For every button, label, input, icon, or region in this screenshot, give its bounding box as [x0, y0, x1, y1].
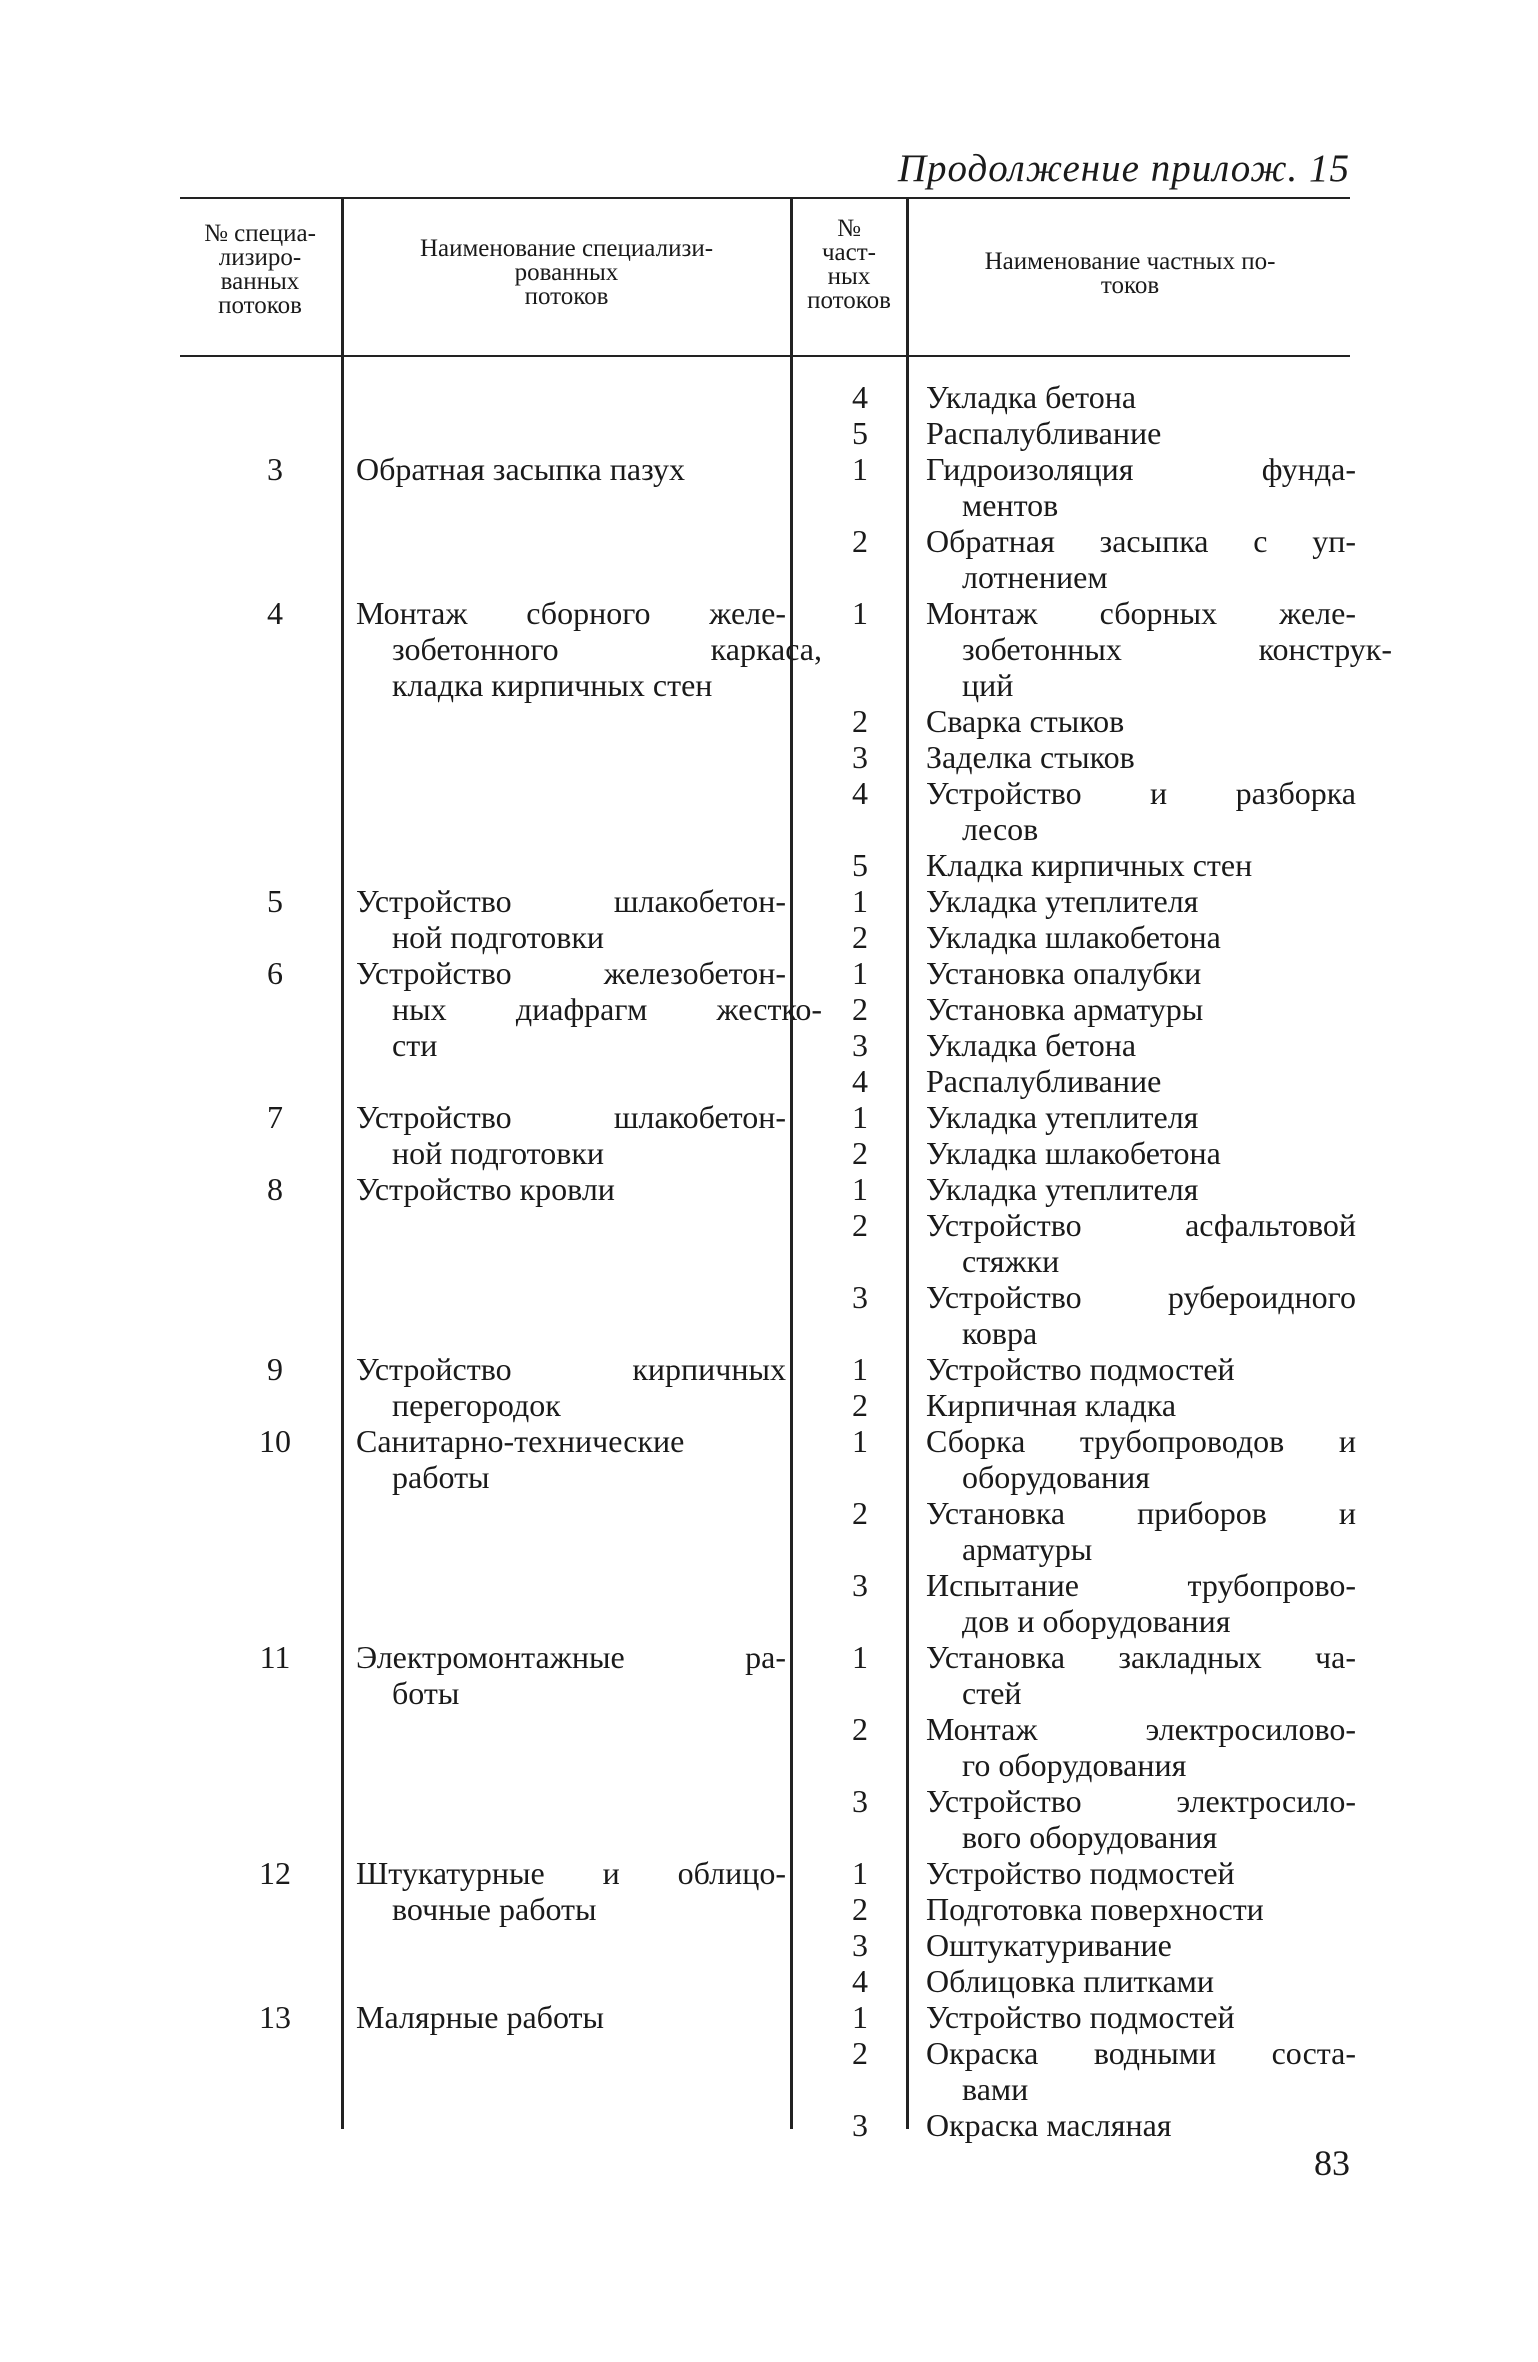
partial-stream-name: Кирпичная кладка — [926, 1387, 1177, 1423]
partial-stream-name: Распалубливание — [926, 415, 1162, 451]
header-col-partial-number — [792, 217, 906, 313]
partial-stream-name: Обратная засыпка с уп- — [926, 523, 1356, 559]
partial-stream-number: 3 — [852, 1783, 868, 1819]
partial-stream-number: 2 — [852, 2035, 868, 2071]
partial-stream-name: лотнением — [962, 559, 1108, 595]
partial-stream-name: Сварка стыков — [926, 703, 1125, 739]
partial-stream-name: Устройство подмостей — [926, 1351, 1235, 1387]
partial-stream-number: 1 — [852, 1351, 868, 1387]
specialized-stream-name: Устройство железобетон- — [356, 955, 786, 991]
specialized-stream-name: Малярные работы — [356, 1999, 604, 2035]
partial-stream-name: Окраска масляная — [926, 2107, 1172, 2143]
specialized-stream-name: боты — [392, 1675, 460, 1711]
partial-stream-name: стей — [962, 1675, 1022, 1711]
partial-stream-name: стяжки — [962, 1243, 1060, 1279]
page-caption: Продолжение прилож. 15 — [897, 147, 1350, 190]
column-divider-3 — [906, 199, 909, 2129]
specialized-stream-number: 5 — [267, 883, 283, 919]
partial-stream-name: Укладка шлакобетона — [926, 919, 1221, 955]
header-line: токов — [1100, 272, 1160, 299]
partial-stream-number: 2 — [852, 703, 868, 739]
partial-stream-name: лесов — [962, 811, 1039, 847]
specialized-stream-number: 9 — [267, 1351, 283, 1387]
partial-stream-name: Укладка утеплителя — [926, 883, 1199, 919]
partial-stream-name: Установка арматуры — [926, 991, 1204, 1027]
header-line: потоков — [218, 292, 302, 319]
partial-stream-number: 1 — [852, 1639, 868, 1675]
partial-stream-name: зобетонных конструк- — [962, 631, 1392, 667]
specialized-stream-number: 4 — [267, 595, 283, 631]
partial-stream-number: 2 — [852, 1711, 868, 1747]
partial-stream-name: Установка приборов и — [926, 1495, 1356, 1531]
partial-stream-number: 2 — [852, 1495, 868, 1531]
header-line: Наименование частных по- — [984, 248, 1276, 275]
header-line: Наименование специализи- — [419, 235, 714, 262]
partial-stream-number: 2 — [852, 991, 868, 1027]
header-line: ванных — [220, 268, 300, 295]
header-line: № — [837, 215, 861, 242]
partial-stream-name: ковра — [962, 1315, 1038, 1351]
partial-stream-name: го оборудования — [962, 1747, 1187, 1783]
specialized-stream-name: Монтаж сборного желе- — [356, 595, 786, 631]
partial-stream-name: Гидроизоляция фунда- — [926, 451, 1356, 487]
partial-stream-name: Устройство и разборка — [926, 775, 1356, 811]
header-line: потоков — [807, 287, 891, 314]
partial-stream-number: 1 — [852, 1999, 868, 2035]
specialized-stream-name: Санитарно-технические — [356, 1423, 685, 1459]
partial-stream-name: Укладка утеплителя — [926, 1099, 1199, 1135]
partial-stream-name: Монтаж электросилово- — [926, 1711, 1356, 1747]
specialized-stream-name: сти — [392, 1027, 438, 1063]
specialized-stream-name: работы — [392, 1459, 490, 1495]
partial-stream-number: 2 — [852, 1891, 868, 1927]
specialized-stream-name: перегородок — [392, 1387, 561, 1423]
partial-stream-number: 5 — [852, 415, 868, 451]
table-top-rule — [180, 197, 1350, 199]
partial-stream-name: Укладка шлакобетона — [926, 1135, 1221, 1171]
partial-stream-name: оборудования — [962, 1459, 1150, 1495]
specialized-stream-name: Обратная засыпка пазух — [356, 451, 686, 487]
specialized-stream-name: Устройство шлакобетон- — [356, 1099, 786, 1135]
specialized-stream-name: кладка кирпичных стен — [392, 667, 713, 703]
specialized-stream-number: 3 — [267, 451, 283, 487]
partial-stream-number: 2 — [852, 1207, 868, 1243]
partial-stream-name: Устройство подмостей — [926, 1855, 1235, 1891]
partial-stream-number: 2 — [852, 1387, 868, 1423]
page-number: 83 — [1314, 2143, 1350, 2183]
partial-stream-number: 4 — [852, 775, 868, 811]
header-line: потоков — [524, 283, 609, 310]
partial-stream-number: 4 — [852, 1963, 868, 1999]
partial-stream-name: ций — [962, 667, 1014, 703]
header-line: № специа- — [204, 220, 316, 247]
partial-stream-number: 3 — [852, 1927, 868, 1963]
partial-stream-name: Окраска водными соста- — [926, 2035, 1356, 2071]
partial-stream-name: Монтаж сборных желе- — [926, 595, 1356, 631]
partial-stream-name: Устройство асфальтовой — [926, 1207, 1356, 1243]
header-line: рованных — [514, 259, 619, 286]
partial-stream-name: Оштукатуривание — [926, 1927, 1172, 1963]
partial-stream-name: Укладка бетона — [926, 379, 1137, 415]
partial-stream-number: 4 — [852, 379, 868, 415]
partial-stream-number: 1 — [852, 1855, 868, 1891]
partial-stream-number: 3 — [852, 1279, 868, 1315]
partial-stream-name: Устройство электросило- — [926, 1783, 1356, 1819]
partial-stream-number: 1 — [852, 883, 868, 919]
partial-stream-name: Укладка бетона — [926, 1027, 1137, 1063]
specialized-stream-name: Устройство шлакобетон- — [356, 883, 786, 919]
partial-stream-name: Заделка стыков — [926, 739, 1135, 775]
specialized-stream-name: Штукатурные и облицо- — [356, 1855, 786, 1891]
partial-stream-name: Установка опалубки — [926, 955, 1202, 991]
partial-stream-number: 3 — [852, 1567, 868, 1603]
partial-stream-number: 1 — [852, 955, 868, 991]
partial-stream-name: Устройство рубероидного — [926, 1279, 1356, 1315]
partial-stream-name: вами — [962, 2071, 1029, 2107]
partial-stream-name: Распалубливание — [926, 1063, 1162, 1099]
specialized-stream-number: 12 — [259, 1855, 291, 1891]
specialized-stream-name: ной подготовки — [392, 1135, 604, 1171]
header-line: лизиро- — [218, 244, 302, 271]
specialized-stream-name: ных диафрагм жестко- — [392, 991, 822, 1027]
specialized-stream-number: 8 — [267, 1171, 283, 1207]
header-line: част- — [821, 239, 877, 266]
partial-stream-name: Подготовка поверхности — [926, 1891, 1264, 1927]
partial-stream-number: 3 — [852, 2107, 868, 2143]
header-col-partial-name — [910, 250, 1350, 298]
column-divider-1 — [341, 199, 344, 2129]
partial-stream-name: арматуры — [962, 1531, 1093, 1567]
partial-stream-number: 1 — [852, 595, 868, 631]
partial-stream-number: 1 — [852, 1423, 868, 1459]
specialized-stream-name: зобетонного каркаса, — [392, 631, 822, 667]
partial-stream-name: Кладка кирпичных стен — [926, 847, 1253, 883]
partial-stream-number: 2 — [852, 919, 868, 955]
specialized-stream-name: вочные работы — [392, 1891, 597, 1927]
specialized-stream-name: Электромонтажные ра- — [356, 1639, 786, 1675]
partial-stream-number: 1 — [852, 1171, 868, 1207]
partial-stream-number: 4 — [852, 1063, 868, 1099]
specialized-stream-name: Устройство кирпичных — [356, 1351, 786, 1387]
partial-stream-name: Сборка трубопроводов и — [926, 1423, 1356, 1459]
header-bottom-rule — [180, 355, 1350, 357]
specialized-stream-number: 11 — [259, 1639, 291, 1675]
specialized-stream-name: ной подготовки — [392, 919, 604, 955]
partial-stream-number: 3 — [852, 739, 868, 775]
specialized-stream-number: 13 — [259, 1999, 291, 2035]
header-line: ных — [827, 263, 871, 290]
partial-stream-name: Облицовка плитками — [926, 1963, 1215, 1999]
specialized-stream-name: Устройство кровли — [356, 1171, 615, 1207]
specialized-stream-number: 6 — [267, 955, 283, 991]
partial-stream-number: 2 — [852, 1135, 868, 1171]
partial-stream-name: Установка закладных ча- — [926, 1639, 1356, 1675]
header-col-specialized-number — [180, 222, 340, 318]
specialized-stream-number: 7 — [267, 1099, 283, 1135]
partial-stream-number: 2 — [852, 523, 868, 559]
partial-stream-number: 5 — [852, 847, 868, 883]
partial-stream-number: 1 — [852, 451, 868, 487]
partial-stream-number: 1 — [852, 1099, 868, 1135]
partial-stream-name: Испытание трубопрово- — [926, 1567, 1356, 1603]
partial-stream-number: 3 — [852, 1027, 868, 1063]
specialized-stream-number: 10 — [259, 1423, 291, 1459]
partial-stream-name: дов и оборудования — [962, 1603, 1231, 1639]
header-col-specialized-name — [345, 237, 788, 309]
partial-stream-name: ментов — [962, 487, 1059, 523]
partial-stream-name: Укладка утеплителя — [926, 1171, 1199, 1207]
partial-stream-name: вого оборудования — [962, 1819, 1218, 1855]
partial-stream-name: Устройство подмостей — [926, 1999, 1235, 2035]
